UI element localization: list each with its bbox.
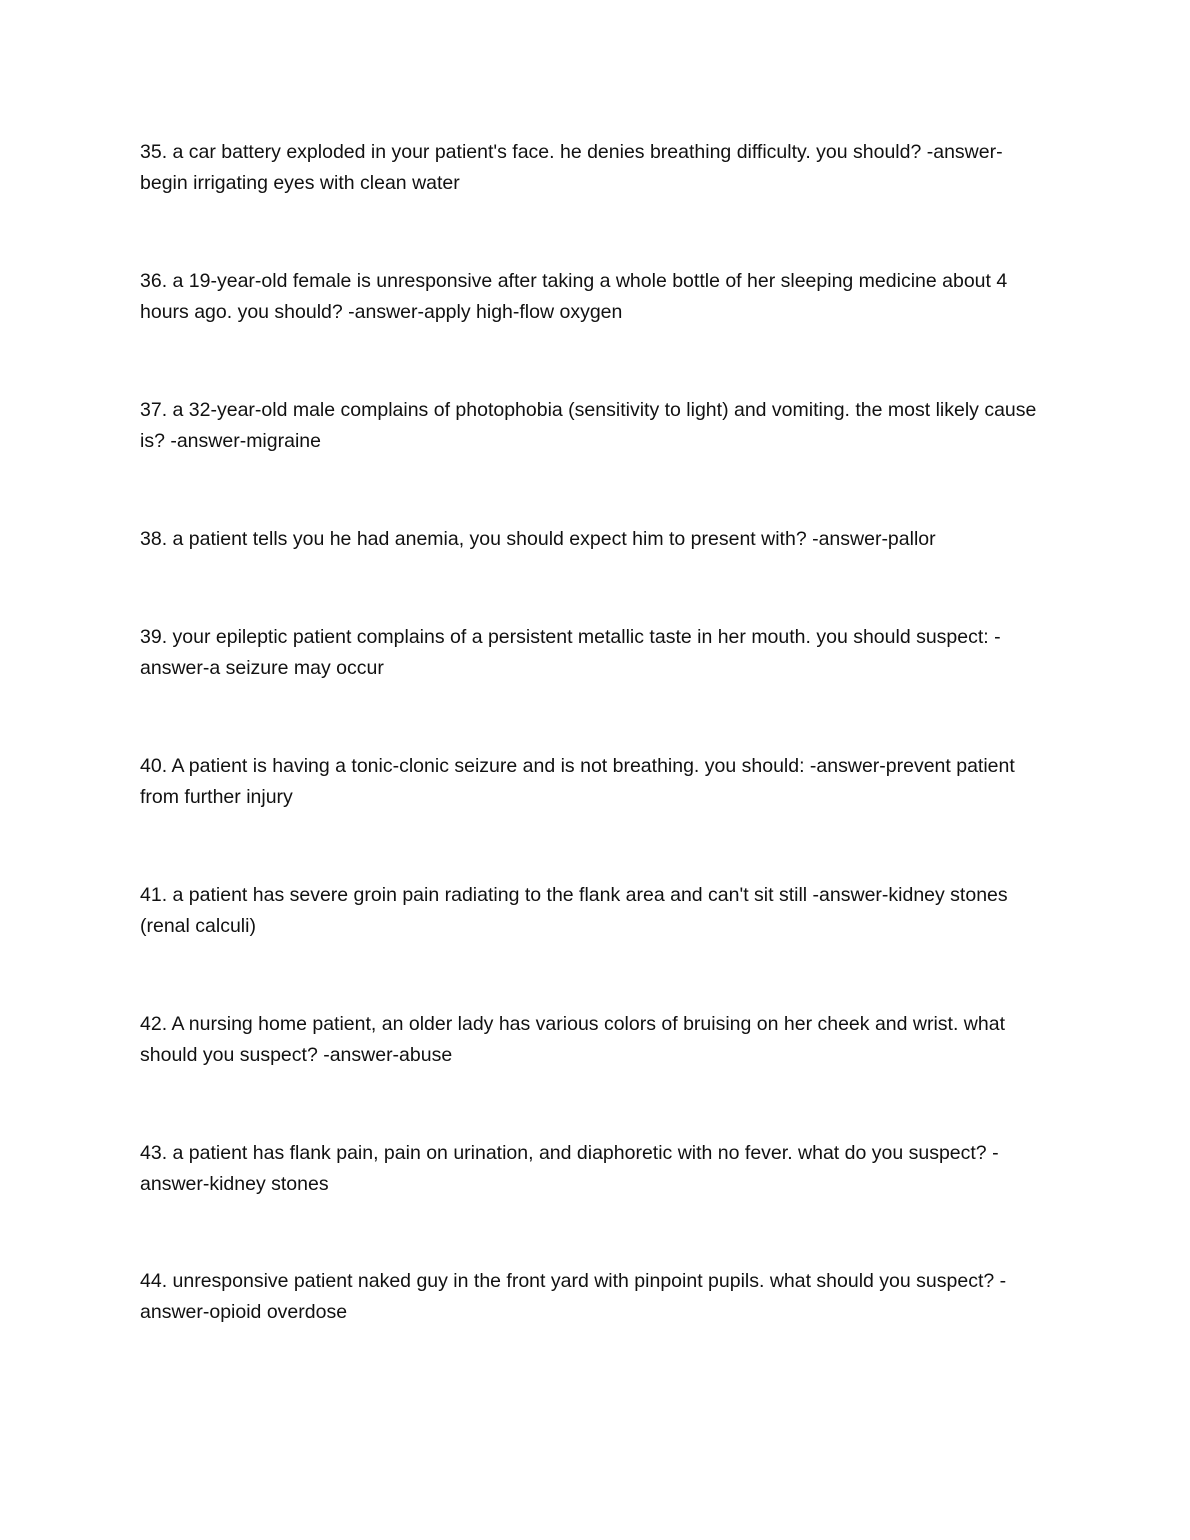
question-44-line-2: answer-opioid overdose [140, 1300, 348, 1323]
question-38-line-1: 38. a patient tells you he had anemia, you should expect him to present with? -answer-pallor [140, 528, 936, 550]
question-40-line-2: from further injury [140, 785, 293, 808]
question-43-line-2: answer-kidney stones [140, 1172, 329, 1195]
question-36-line-2: hours ago. you should? -answer-apply high-flow oxygen [140, 300, 623, 323]
question-40-line-1: 40. A patient is having a tonic-clonic seizure and is not breathing. you should: -answer-prevent patient [140, 755, 1015, 777]
question-35-line-2: begin irrigating eyes with clean water [140, 171, 460, 194]
question-36-line-1: 36. a 19-year-old female is unresponsive after taking a whole bottle of her sleeping medicine about 4 [140, 270, 1008, 292]
question-41-line-2: (renal calculi) [140, 914, 256, 937]
question-44 [140, 1266, 1055, 1327]
question-36 [140, 266, 1055, 327]
question-41 [140, 880, 1055, 941]
question-39-line-1: 39. your epileptic patient complains of a persistent metallic taste in her mouth. you should suspect: - [140, 626, 1001, 648]
question-43-line-1: 43. a patient has flank pain, pain on urination, and diaphoretic with no fever. what do you suspect? - [140, 1142, 999, 1164]
question-37-line-1: 37. a 32-year-old male complains of photophobia (sensitivity to light) and vomiting. the most likely cause [140, 399, 1037, 421]
question-42 [140, 1009, 1055, 1070]
question-41-line-1: 41. a patient has severe groin pain radiating to the flank area and can't sit still -answer-kidney stones [140, 884, 1008, 906]
question-37 [140, 395, 1055, 456]
question-42-line-2: should you suspect? -answer-abuse [140, 1043, 453, 1066]
question-39 [140, 622, 1055, 683]
question-37-line-2: is? -answer-migraine [140, 429, 321, 452]
question-43 [140, 1138, 1055, 1199]
question-39-line-2: answer-a seizure may occur [140, 656, 384, 679]
question-35-line-1: 35. a car battery exploded in your patient's face. he denies breathing difficulty. you should? -answer- [140, 141, 1003, 163]
question-44-line-1: 44. unresponsive patient naked guy in the front yard with pinpoint pupils. what should you suspect? - [140, 1270, 1007, 1292]
question-40 [140, 751, 1055, 812]
question-38 [140, 524, 1055, 555]
question-42-line-1: 42. A nursing home patient, an older lady has various colors of bruising on her cheek and wrist. what [140, 1013, 1005, 1035]
question-35 [140, 137, 1055, 198]
